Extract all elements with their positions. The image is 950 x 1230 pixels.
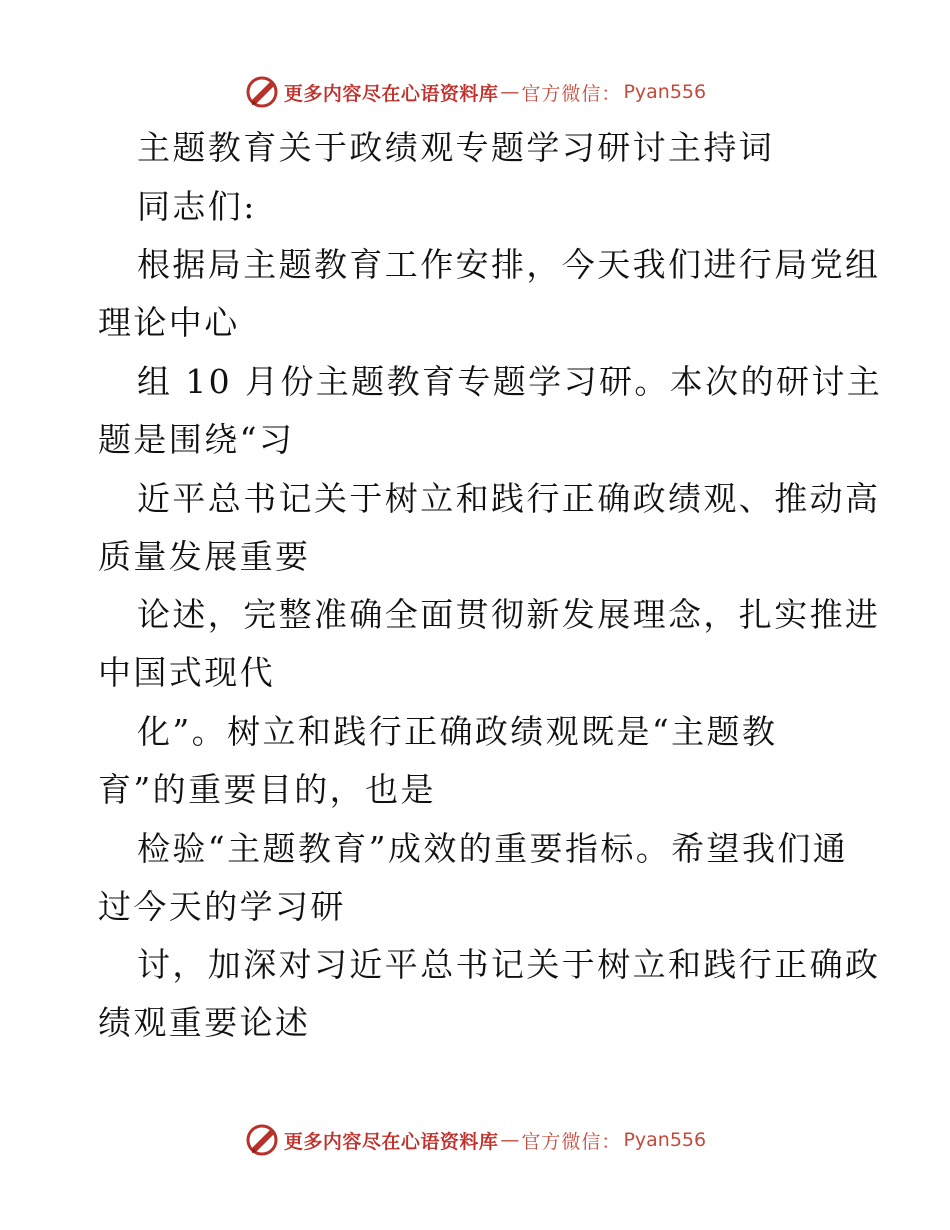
text-line: 过今天的学习研 [98,887,346,926]
text-line: 质量发展重要 [98,537,311,576]
library-name: 更多内容尽在心语资料库 [283,82,499,105]
wechat-label: 官方微信： [521,1130,622,1153]
header-watermark-banner [0,72,950,112]
text-line: 组 10 月份主题教育专题学习研。本次的研讨主 [137,362,883,401]
banner-separator: — [500,81,520,103]
pen-circle-icon [244,1122,280,1158]
text-line: 论述，完整准确全面贯彻新发展理念，扎实推进 [137,595,881,634]
document-title: 主题教育关于政绩观专题学习研讨主持词 [137,128,775,167]
footer-watermark-banner [0,1120,950,1160]
text-line: 题是围绕“习 [98,420,295,459]
text-line: 检验“主题教育”成效的重要指标。希望我们通 [137,829,849,868]
text-line: 讨，加深对习近平总书记关于树立和践行正确政 [137,945,881,984]
pen-circle-icon [244,74,280,110]
text-line: 根据局主题教育工作安排，今天我们进行局党组 [137,245,881,284]
wechat-account: Pyan556 [623,81,707,103]
text-line: 育”的重要目的，也是 [98,770,436,809]
library-name: 更多内容尽在心语资料库 [283,1130,499,1153]
text-line: 化”。树立和践行正确政绩观既是“主题教 [137,712,778,751]
wechat-label: 官方微信： [521,82,622,105]
banner-separator: — [500,1129,520,1151]
text-line: 绩观重要论述 [98,1003,311,1042]
text-line: 中国式现代 [98,653,275,692]
wechat-account: Pyan556 [623,1129,707,1151]
text-line-salutation: 同志们: [137,187,257,226]
text-line: 近平总书记关于树立和践行正确政绩观、推动高 [137,479,881,518]
text-line: 理论中心 [98,303,240,342]
